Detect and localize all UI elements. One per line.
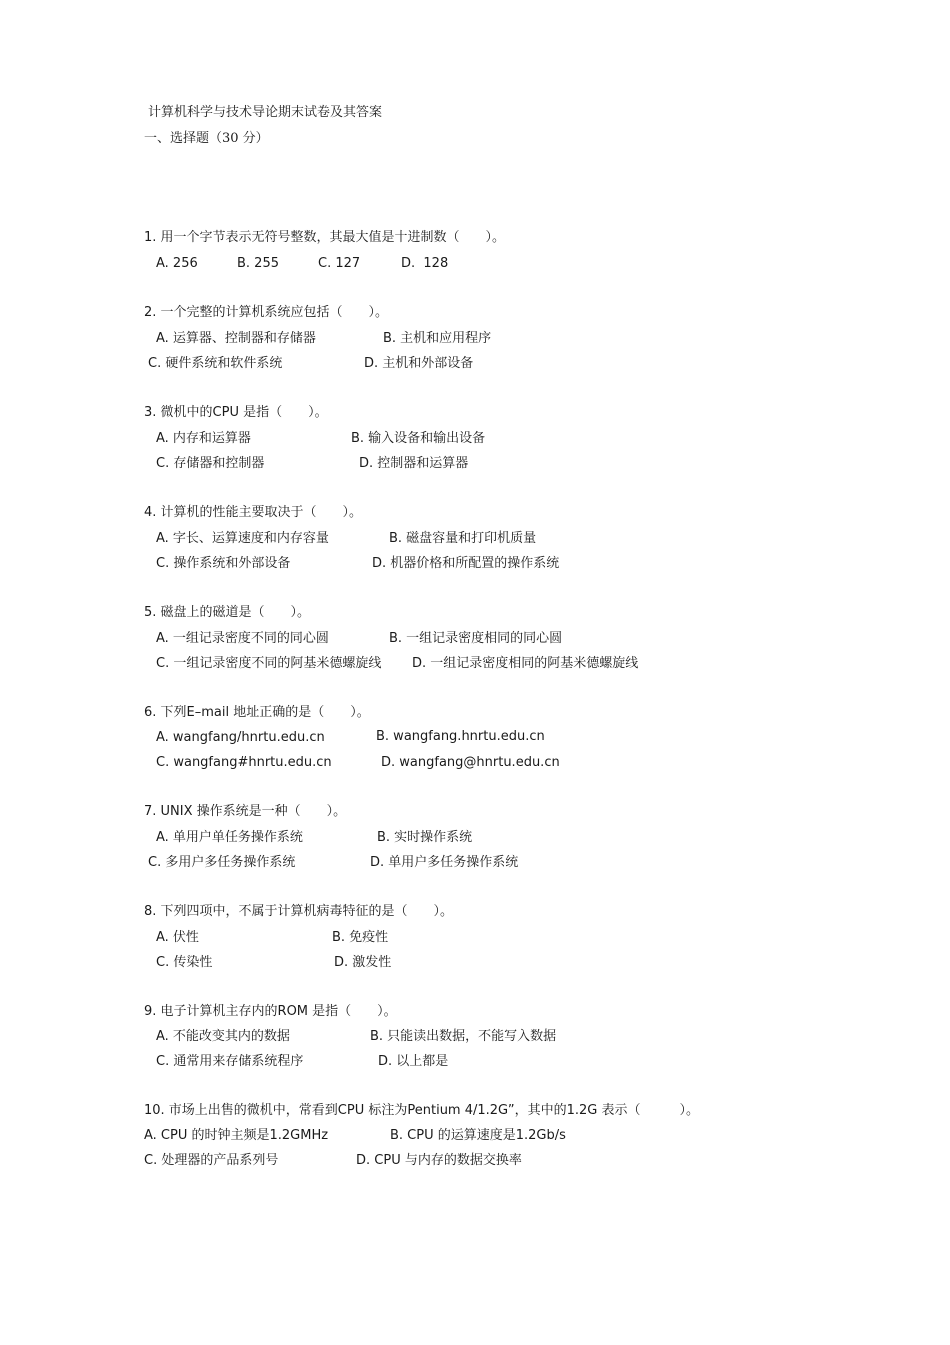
question-10-option-c: C. 处理器的产品系列号 (144, 1153, 279, 1168)
question-3-option-a: A. 内存和运算器 (156, 431, 251, 446)
question-6-option-a: A. wangfang/hnrtu.edu.cn (156, 730, 325, 745)
question-6-option-d: D. wangfang@hnrtu.edu.cn (381, 755, 560, 770)
question-9-stem: 9. 电子计算机主存内的ROM 是指（ ）。 (144, 1004, 397, 1019)
question-8-option-d: D. 激发性 (334, 955, 392, 970)
question-5-option-d: D. 一组记录密度相同的阿基米德螺旋线 (412, 656, 639, 671)
question-7-option-c: C. 多用户多任务操作系统 (148, 855, 296, 870)
question-10-option-a: A. CPU 的时钟主频是1.2GMHz (144, 1128, 329, 1143)
question-2-option-b: B. 主机和应用程序 (383, 331, 492, 346)
question-2-option-d: D. 主机和外部设备 (364, 356, 474, 371)
question-3-option-d: D. 控制器和运算器 (359, 456, 469, 471)
question-6-option-b: B. wangfang.hnrtu.edu.cn (376, 729, 545, 744)
question-7-stem: 7. UNIX 操作系统是一种（ ）。 (144, 804, 347, 819)
question-1-option-a: A. 256 (156, 256, 198, 271)
question-9-option-d: D. 以上都是 (378, 1054, 449, 1069)
question-5-option-b: B. 一组记录密度相同的同心圆 (389, 631, 563, 646)
question-2-stem: 2. 一个完整的计算机系统应包括（ ）。 (144, 305, 389, 320)
question-2-option-a: A. 运算器、控制器和存储器 (156, 331, 316, 346)
question-9-option-c: C. 通常用来存储系统程序 (156, 1054, 304, 1069)
question-1-option-d: D. 128 (401, 256, 449, 271)
question-9-option-b: B. 只能读出数据，不能写入数据 (370, 1029, 557, 1044)
question-2-option-c: C. 硬件系统和软件系统 (148, 356, 283, 371)
question-8-stem: 8. 下列四项中，不属于计算机病毒特征的是（ ）。 (144, 904, 454, 919)
question-1-option-c: C. 127 (318, 256, 361, 271)
question-1-stem: 1. 用一个字节表示无符号整数，其最大值是十进制数（ ）。 (144, 230, 506, 245)
question-10-stem: 10. 市场上出售的微机中，常看到CPU 标注为Pentium 4/1.2G”，其中的1.2G 表示（ ）。 (144, 1103, 699, 1118)
question-7-option-a: A. 单用户单任务操作系统 (156, 830, 303, 845)
question-9-option-a: A. 不能改变其内的数据 (156, 1029, 290, 1044)
question-4-option-a: A. 字长、运算速度和内存容量 (156, 531, 329, 546)
section-heading: 一、选择题（30 分） (144, 131, 269, 146)
question-3-option-c: C. 存储器和控制器 (156, 456, 265, 471)
question-5-stem: 5. 磁盘上的磁道是（ ）。 (144, 605, 311, 620)
question-4-option-b: B. 磁盘容量和打印机质量 (389, 531, 537, 546)
question-3-stem: 3. 微机中的CPU 是指（ ）。 (144, 405, 328, 420)
question-10-option-d: D. CPU 与内存的数据交换率 (356, 1153, 522, 1168)
question-8-option-a: A. 伏性 (156, 930, 199, 945)
question-5-option-c: C. 一组记录密度不同的阿基米德螺旋线 (156, 656, 382, 671)
question-6-option-c: C. wangfang#hnrtu.edu.cn (156, 755, 332, 770)
document-title: 计算机科学与技术导论期末试卷及其答案 (148, 105, 383, 120)
question-4-stem: 4. 计算机的性能主要取决于（ ）。 (144, 505, 363, 520)
question-1-option-b: B. 255 (237, 256, 279, 271)
question-5-option-a: A. 一组记录密度不同的同心圆 (156, 631, 329, 646)
question-6-stem: 6. 下列E–mail 地址正确的是（ ）。 (144, 705, 370, 720)
question-10-option-b: B. CPU 的运算速度是1.2Gb/s (390, 1128, 566, 1143)
question-3-option-b: B. 输入设备和输出设备 (351, 431, 486, 446)
question-8-option-c: C. 传染性 (156, 955, 213, 970)
question-8-option-b: B. 免疫性 (332, 930, 389, 945)
question-4-option-d: D. 机器价格和所配置的操作系统 (372, 556, 560, 571)
question-7-option-d: D. 单用户多任务操作系统 (370, 855, 519, 870)
question-4-option-c: C. 操作系统和外部设备 (156, 556, 291, 571)
question-7-option-b: B. 实时操作系统 (377, 830, 473, 845)
